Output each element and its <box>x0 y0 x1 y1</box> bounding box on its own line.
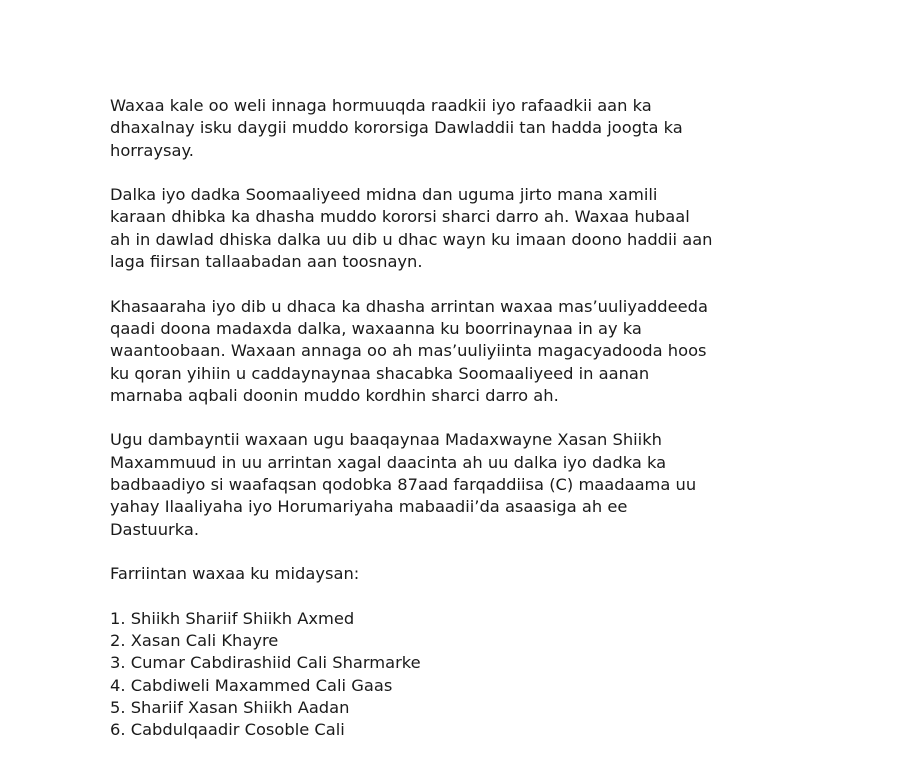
paragraph-term-extension-harm: Dalka iyo dadka Soomaaliyeed midna dan uguma jirto mana xamili karaan dhibka ka dhasha muddo kororsi sharci darro ah. Waxaa hubaal ah in dawlad dhiska dalka uu dib u dhac wayn ku imaan doono haddii aan laga fiirsan tallaabadan aan toosnayn. <box>110 185 713 272</box>
signatory-item: 3. Cumar Cabdirashiid Cali Sharmarke <box>110 653 421 673</box>
signatory-item: 4. Cabdiweli Maxammed Cali Gaas <box>110 675 393 695</box>
signatory-item: 6. Cabdulqaadir Cosoble Cali <box>110 720 345 740</box>
paragraph-appeal-to-president: Ugu dambayntii waxaan ugu baaqaynaa Madaxwayne Xasan Shiikh Maxammuud in uu arrintan xagal daacinta ah uu dalka iyo dadka ka badbaadiyo si waafaqsan qodobka 87aad farqaddiisa (C) maadaama uu yahay Ilaaliyaha iyo Horumariyaha mabaadii’da asaasiga ah ee Dastuurka. <box>110 430 697 539</box>
paragraph-campaign-history: Waxaa kale oo weli innaga hormuuqda raadkii iyo rafaadkii aan ka dhaxalnay isku daygii muddo kororsiga Dawladdii tan hadda joogta ka horraysay. <box>110 96 683 160</box>
paragraph-responsibility: Khasaaraha iyo dib u dhaca ka dhasha arrintan waxaa mas’uuliyaddeeda qaadi doona madaxda dalka, waxaanna ku boorrinaynaa in ay ka waantoobaan. Waxaan annaga oo ah mas’uuliyiinta magacyadooda hoos ku qoran yihiin u caddaynaynaa shacabka Soomaaliyeed in aanan marnaba aqbali doonin muddo kordhin sharci darro ah. <box>110 296 708 405</box>
signatory-item: 2. Xasan Cali Khayre <box>110 631 279 651</box>
signatory-item: 1. Shiikh Shariif Shiikh Axmed <box>110 608 355 628</box>
signatories-list <box>110 608 810 742</box>
signatories-intro: Farriintan waxaa ku midaysan: <box>110 564 360 584</box>
letter-page <box>110 95 810 742</box>
signatory-item: 5. Shariif Xasan Shiikh Aadan <box>110 698 350 718</box>
